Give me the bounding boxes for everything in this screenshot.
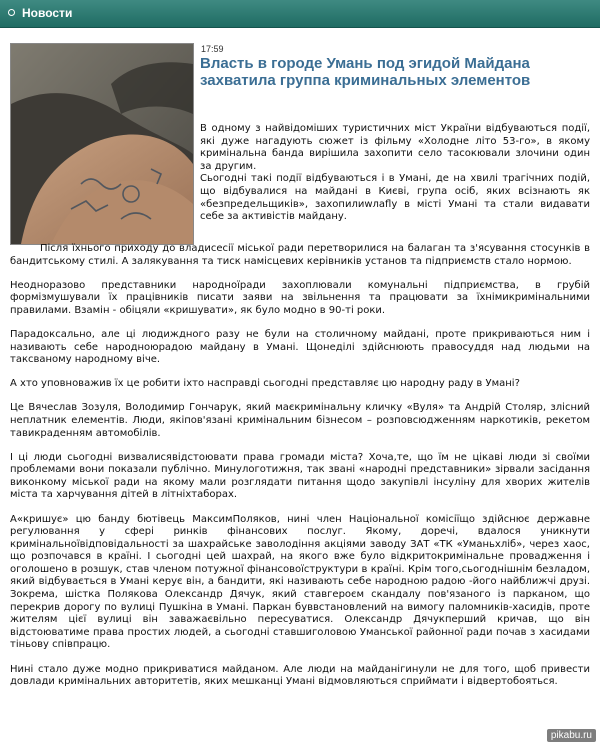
section-title: Новости [22,6,73,20]
article-paragraph: Це Вячеслав Зозуля, Володимир Гончарук, який маєкримінальну кличку «Вуля» та Андрій Столяр, злісний неплатник елементів. Люди, якіпов'язані кримінальним бізнесом – розповсюдженням наркотиків, рекетом тавикраденням автомобілів. [10,402,590,439]
article-paragraph: А«кришує» цю банду бютівець МаксимПоляков, нині член Національної комісіїщо здійснює державне регулювання у сфері ринків фінансових послуг. Якому, доречі, вдалося уникнути кримінальноївідповідальності за шахрайське заволодіння акціями заводу ЗАТ «ТК «Уманьхліб», через хаос, що розпочався в країні. І сьогодні цей шахрай, на якого вже було відкритокримінальне провадження і оголошено в розшук, став членом потужної фінансовоїструктури в країні. Крім того,сьогоднішнім безладом, який відбувається в Умані керує він, а бандити, які називають себе народною радою -його найближчі друзі. Зокрема, шістка Полякова Олександр Дячук, який ставгероєм скандалу пов'язаного із парканом, що перекрив дорогу по вулиці Пушкіна в Умані. Паркан буввстановлений на вимогу паломників-хасидів, проте жителям цієї вулиці він заважаєвільно пересуватися. Олександр Дячукперший кричав, що він відстоюватиме права простих людей, а сьогодні ставшиголовою Уманської районної ради почав з хасидами тіньову співпрацю. [10,513,590,651]
article-title: Власть в городе Умань под эгидой Майдана захватила группа криминальных элементов [200,55,531,89]
watermark: pikabu.ru [547,729,596,742]
article-paragraph: Парадоксально, але ці людиждного разу не були на столичному майдані, проте прикриваються ним і називають себе народноюрадою майдану в Умані. Щонеділі здійснюють правосуддя над людьми на таксваному народному віче. [10,328,590,366]
article-paragraph: Неодноразово представники народноїради захоплювали комунальні підприємства, в грубій формізмушували їх працівників писати заяви на звільнення та працювати за їхнімикримінальними правилами. Взамін - обіцяли «кришувати», як було модно в 90-ті роки. [10,279,590,316]
circle-icon [8,9,15,16]
article-paragraph: В одному з найвідоміших туристичних міст України відбуваються події, які дуже нагадують сюжет із фільму «Холодне літо 53-го», в якому кримінальна банда вирішила захопити село тасокювали злочини один за другим. [200,123,590,172]
article-photo [10,43,194,245]
article-intro [200,123,590,224]
article-time: 17:59 [201,44,224,54]
article-paragraph: А хто уповноважив їх це робити іхто насправді сьогодні представляє цю народну раду в Умані? [10,378,520,390]
section-header [0,0,600,28]
article-paragraph: Нині стало дуже модно прикриватися майданом. Але люди на майданігинули не для того, щоб привести довлади кримінальних авторитетів, яких мешканці Умані відмовляються сприймати і відвертобояться. [10,663,590,688]
article-paragraph: Сьогодні такі події відбуваються і в Умані, де на хвилі трагічних подій, що відбувалися на майдані в Києві, група осіб, яких всізнають як «безпредельщиків», захопилиwлаfly в місті Умані та стали видавати себе за активістів майдану. [200,173,590,223]
article-body [10,243,590,700]
tattooed-hand-image [11,44,193,244]
article-paragraph: І ці люди сьогодні визвалисявідстоювати права громади міста? Хоча,те, що їм не цікаві люди зі своїми проблемами вони показали публічно. Минулоготижня, так звані «народні представники» зірвали засідання виконкому міської ради на якому мали розглядати питання щодо закупівлі інсуліну для хворих жителів міста та харчування дітей в літніхтаборах. [10,451,590,501]
article-paragraph: Після їхнього приходу до владисесії міської ради перетворилися на балаган та з'ясування стосунків в бандитському стилі. А залякування та тиск намісцевих керівників установ та підприємств стало нормою. [10,243,590,267]
